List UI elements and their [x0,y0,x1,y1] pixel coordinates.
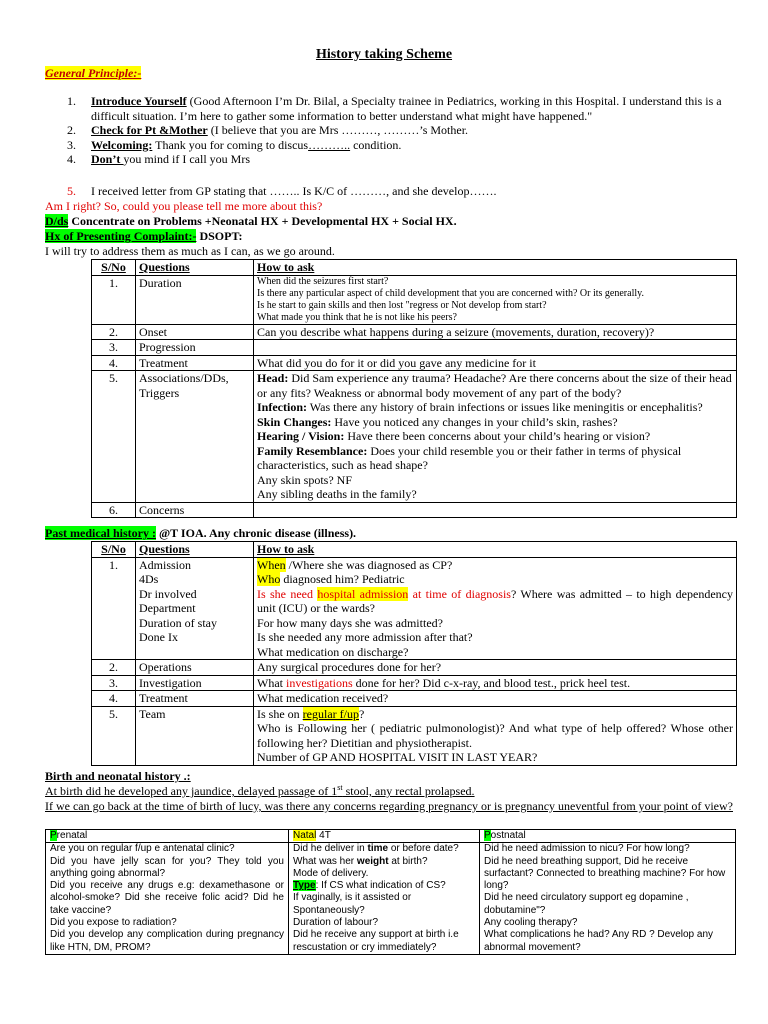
table-row: 4. Treatment What medication received? [92,691,737,707]
prenatal-header: Prenatal [46,830,289,843]
birth-question-text: If we can go back at the time of birth of lucy, was there any concerns regarding pregnancy or is pregnancy uneventful from your point of view? [45,799,733,813]
table-row: 5. Team Is she on regular f/up? Who is Following her ( pediatric pulmonologist)? And what type of help offered? Whose other following her? Dietitian and physiotherapist. Number of GP AND HOSPITAL VISIT IN LAST YEAR? [92,706,737,765]
page-title: History taking Scheme [315,47,453,62]
table-header-row: S/No Questions How to ask [92,260,737,276]
table-header-row: S/No Questions How to ask [92,542,737,558]
general-principle-heading: General Principle:- [45,66,142,80]
intro-item-5: 5. I received letter from GP stating that …….. Is K/C of ………, and she develop……. [67,184,497,198]
postnatal-column: Did he need admission to nicu? For how long? Did he need breathing support, Did he receive surfactant? Connected to breathing machine? For how long? Did he need circulatory support eg dopamine , dobutamine"? Any cooling therapy? What complications he had? Any RD ? Develop any abnormal movement? [480,843,736,955]
natal-column: Did he deliver in time or before date? What was her weight at birth? Mode of delivery. Type: If CS what indication of CS? If vaginally, is it assisted or Spontaneously? Duration of labour? Did he receive any support at birth i.e rescustation or cry immediately? [289,843,480,955]
intro-item: 3. Welcoming: Thank you for coming to discus……….. condition. [67,137,402,152]
dds-line: D/ds Concentrate on Problems +Neonatal HX + Developmental HX + Social HX. [45,214,457,228]
address-line: I will try to address them as much as I can, as we go around. [45,244,335,258]
birth-neonatal-table [45,829,736,955]
natal-header: Natal 4T [289,830,480,843]
table-row: 2. Operations Any surgical procedures done for her? [92,660,737,676]
intro-list [45,94,745,167]
prenatal-column: Are you on regular f/up e antenatal clinic? Did you have jelly scan for you? They told you anything going abnormal? Did you receive any drugs e.g: dexamethasone or alcohol-smoke? Did she receive folic acid? Did he take vaccine? Did you expose to radiation? Did you develop any complication during pregnancy like HTN, DM, PROM? [46,843,289,955]
table-row: 5. Associations/DDs, Triggers Head: Did Sam experience any trauma? Headache? Are there concerns about the size of their head or any fits? Weakness or abnormal body movement of any part of the body? Infection: Was there any history of brain infections or issues like meningitis or encephalitis? Skin Changes: Have you noticed any changes in your child’s skin, rashes? Hearing / Vision: Have there been concerns about your child’s hearing or vision? Family Resemblance: Does your child resemble you or their father in terms of physical characteristics, such as head shape? Any skin spots? NF Any sibling deaths in the family? [92,371,737,503]
hpc-line: Hx of Presenting Complaint:- DSOPT: [45,229,243,243]
table-header-row [46,830,736,843]
table-row: 3. Investigation What investigations done for her? Did c-x-ray, and blood test., prick heel test. [92,675,737,691]
table-row: 3. Progression [92,340,737,356]
table-row [46,843,736,955]
intro-item: 1. Introduce Yourself (Good Afternoon I’m Dr. Bilal, a Specialty trainee in Pediatrics, working in this Hospital. I understand this is a difficult situation. I’m here to gather some information to better understand what might have happened." [67,94,722,123]
birth-history-line: At birth did he developed any jaundice, delayed passage of 1st stool, any rectal prolapsed. [45,783,475,798]
am-i-right-text: Am I right? So, could you please tell me more about this? [45,199,323,213]
intro-item: 2. Check for Pt &Mother (I believe that you are Mrs ………, ………’s Mother. [67,123,469,137]
presenting-complaint-table [91,259,737,518]
past-medical-history-table [91,541,737,766]
table-row: 4. Treatment What did you do for it or did you gave any medicine for it [92,355,737,371]
table-row: 2. Onset Can you describe what happens during a seizure (movements, duration, recovery)? [92,324,737,340]
table-row: 6. Concerns [92,502,737,518]
table-row: 1. Admission 4Ds Dr involved Department Duration of stay Done Ix When /Where she was diagnosed as CP? Who diagnosed him? Pediatric Is she need hospital admission at time of diagnosis? Where was admitted – to high dependency unit (ICU) or the wards? For how many days she was admitted? Is she needed any more admission after that? What medication on discharge? [92,557,737,660]
table-row: 1. Duration When did the seizures first start? Is there any particular aspect of child development that you are concerned with? Or its generally. Is he start to gain skills and then lost "regress or Not develop from start? What made you think that he is not like his peers? [92,275,737,324]
past-medical-history-heading: Past medical history : @T IOA. Any chronic disease (illness). [45,526,357,540]
birth-history-heading: Birth and neonatal history .: [45,769,191,783]
postnatal-header: Postnatal [480,830,736,843]
intro-item: 4. Don’t you mind if I call you Mrs [67,152,250,166]
